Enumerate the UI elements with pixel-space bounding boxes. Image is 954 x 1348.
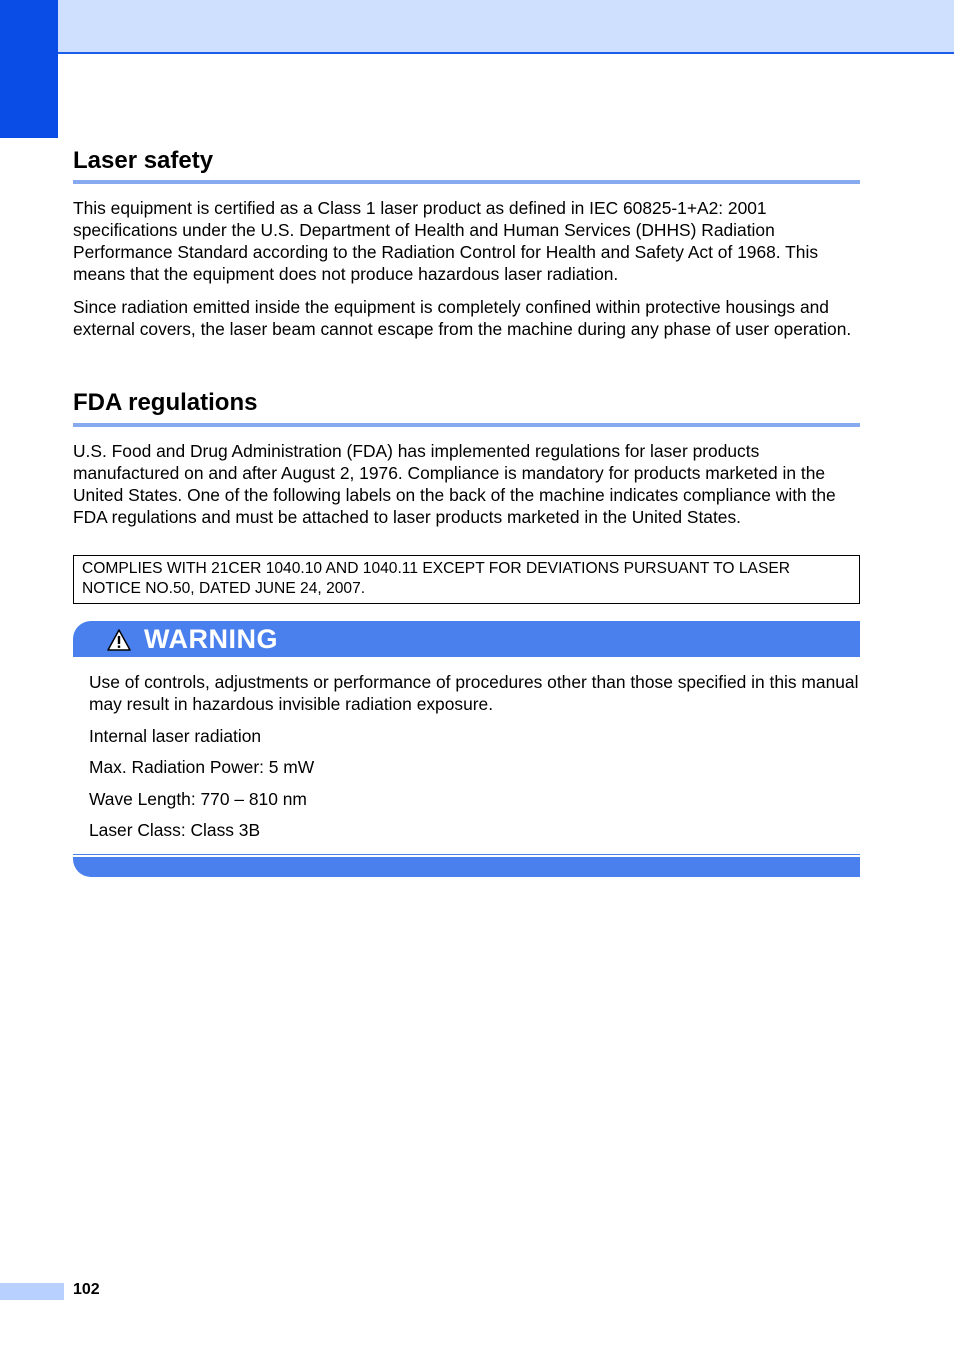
heading-rule bbox=[73, 180, 860, 184]
warning-footer-bar bbox=[73, 857, 860, 877]
chapter-tab bbox=[0, 0, 58, 138]
header-band bbox=[58, 0, 954, 54]
section-heading-fda-regulations: FDA regulations bbox=[73, 389, 258, 416]
warning-detail-line: Laser Class: Class 3B bbox=[89, 820, 261, 840]
heading-rule bbox=[73, 423, 860, 427]
section-heading-laser-safety: Laser safety bbox=[73, 147, 214, 174]
fda-paragraph: U.S. Food and Drug Administration (FDA) has implemented regulations for laser products manufactured on and after August 2, 1976. Compliance is mandatory for products marketed in the United States. One of the following labels on the back of the machine indicates compliance with the FDA regulations and must be attached to laser products marketed in the United States. bbox=[73, 441, 836, 527]
warning-header-bar bbox=[73, 621, 860, 657]
warning-triangle-icon bbox=[107, 629, 131, 651]
compliance-label-box bbox=[73, 555, 860, 604]
compliance-label-text: COMPLIES WITH 21CER 1040.10 AND 1040.11 EXCEPT FOR DEVIATIONS PURSUANT TO LASER NOTICE NO.50, DATED JUNE 24, 2007. bbox=[82, 560, 791, 597]
warning-detail-line: Internal laser radiation bbox=[89, 726, 262, 746]
warning-text: Use of controls, adjustments or performance of procedures other than those specified in this manual may result in hazardous invisible radiation exposure. bbox=[89, 672, 859, 714]
warning-footer-line bbox=[73, 854, 860, 855]
warning-detail-line: Max. Radiation Power: 5 mW bbox=[89, 757, 315, 777]
laser-safety-paragraph-1: This equipment is certified as a Class 1 laser product as defined in IEC 60825-1+A2: 2001 specifications under the U.S. Department of Health and Human Services (DHHS) Radiation Performance Standard according to the Radiation Control for Health and Safety Act of 1968. This means that the equipment does not produce hazardous laser radiation. bbox=[73, 198, 819, 284]
page-number-tab bbox=[0, 1283, 64, 1300]
page-number: 102 bbox=[73, 1281, 100, 1298]
laser-safety-paragraph-2: Since radiation emitted inside the equipment is completely confined within protective housings and external covers, the laser beam cannot escape from the machine during any phase of user operation. bbox=[73, 297, 852, 339]
warning-title: WARNING bbox=[144, 624, 278, 654]
warning-detail-line: Wave Length: 770 – 810 nm bbox=[89, 789, 307, 809]
